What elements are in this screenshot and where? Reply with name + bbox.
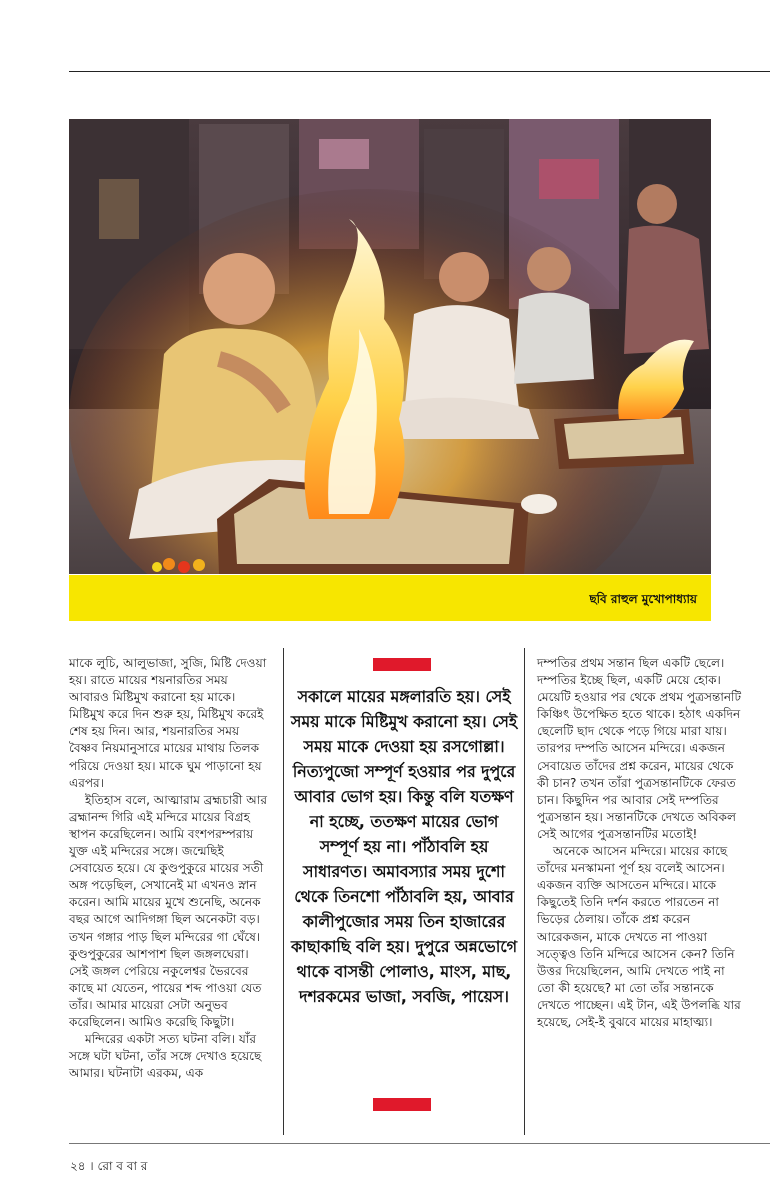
column-divider [283, 648, 284, 1135]
bottom-rule [69, 1143, 770, 1144]
article-column-right [537, 655, 742, 1031]
paragraph: ইতিহাস বলে, আত্মারাম ব্রহ্মচারী আর ব্রহ্মানন্দ গিরি এই মন্দিরে মায়ের বিগ্রহ স্থাপন করেছিলেন। আমি বংশপরম্পরায় যুক্ত এই মন্দিরের সঙ্গে। জন্মেছিই সেবায়েত হয়ে। যে কুণ্ডপুকুরে মায়ের সতী অঙ্গ পড়েছিল, সেখানেই মা এখনও স্নান করেন। আমি মায়ের মুখে শুনেছি, অনেক বছর আগে আদিগঙ্গা ছিল অনেকটা বড়। তখন গঙ্গার পাড় ছিল মন্দিরের গা ঘেঁষে। কুণ্ডপুকুরের আশপাশ ছিল জঙ্গলঘেরা। সেই জঙ্গল পেরিয়ে নকুলেশ্বর ভৈরবের কাছে মা যেতেন, পায়ের শব্দ পাওয়া যেত তাঁর। আমার মায়েরা সেটা অনুভব করেছিলেন। আমিও করেছি কিছুটা। [69, 792, 267, 1029]
photo-illustration [69, 119, 711, 574]
top-rule [69, 71, 770, 72]
photo-caption-bar [69, 575, 711, 621]
pullquote-accent-bottom [373, 1098, 431, 1111]
page-folio: ২৪ । রো ব বা র [70, 1159, 148, 1173]
pullquote-accent-top [373, 658, 431, 671]
paragraph: অনেকে আসেন মন্দিরে। মায়ের কাছে তাঁদের মনস্কামনা পূর্ণ হয় বলেই আসেন। একজন ব্যক্তি আসতেন মন্দিরে। মাকে কিছুতেই তিনি দর্শন করতে পারতেন না ভিড়ের ঠেলায়। তাঁকে প্রশ্ন করেন আরেকজন, মাকে দেখতে না পাওয়া সত্ত্বেও তিনি মন্দিরে আসেন কেন? তিনি উত্তর দিয়েছিলেন, আমি দেখতে পাই না তো কী হয়েছে? মা তো তাঁর সন্তানকে দেখতে পাচ্ছেন। এই টান, এই উপলব্ধি যার হয়েছে, সেই-ই বুঝবে মায়ের মাহাত্ম্য। [537, 844, 741, 1029]
photo-yajna [69, 119, 711, 574]
pullquote: সকালে মায়ের মঙ্গলারতি হয়। সেই সময় মাকে মিষ্টিমুখ করানো হয়। সেই সময় মাকে দেওয়া হয় রসগোল্লা। নিত্যপুজো সম্পূর্ণ হওয়ার পর দুপুরে আবার ভোগ হয়। কিন্তু বলি যতক্ষণ না হচ্ছে, ততক্ষণ মায়ের ভোগ সম্পূর্ণ হয় না। পাঁঠাবলি হয় সাধারণত। অমাবস্যার সময় দুশো থেকে তিনশো পাঁঠাবলি হয়, আবার কালীপুজোর সময় তিন হাজারের কাছাকাছি বলি হয়। দুপুরে অন্নভোগে থাকে বাসন্তী পোলাও, মাংস, মাছ, দশরকমের ভাজা, সবজি, পায়েস। [290, 687, 518, 1006]
column-divider [524, 648, 525, 1135]
paragraph: দম্পতির প্রথম সন্তান ছিল একটি ছেলে। দম্পতির ইচ্ছে ছিল, একটি মেয়ে হোক। মেয়েটি হওয়ার পর থেকে প্রথম পুত্রসন্তানটি কিঞ্চিৎ উপেক্ষিত হতে থাকে। হঠাৎ একদিন ছেলেটি ছাদ থেকে পড়ে গিয়ে মারা যায়। তারপর দম্পতি আসেন মন্দিরে। একজন সেবায়েত তাঁদের প্রশ্ন করেন, মায়ের থেকে কী চান? তখন তাঁরা পুত্রসন্তানটিকে ফেরত চান। কিছুদিন পর আবার সেই দম্পতির পুত্রসন্তান হয়। সন্তানটিকে দেখতে অবিকল সেই আগের পুত্রসন্তানটির মতোই! [537, 656, 742, 841]
paragraph: মাকে লুচি, আলুভাজা, সুজি, মিষ্টি দেওয়া হয়। রাতে মায়ের শয়নারতির সময় আবারও মিষ্টিমুখ করানো হয় মাকে। মিষ্টিমুখ করে দিন শুরু হয়, মিষ্টিমুখ করেই শেষ হয় দিন। আর, শয়নারতির সময় বৈষ্ণব নিয়মানুসারে মায়ের মাথায় তিলক পরিয়ে দেওয়া হয়। মাকে ঘুম পাড়ানো হয় এরপর। [69, 656, 267, 790]
article-column-left [69, 655, 270, 1082]
photo-credit: ছবি রাহুল মুখোপাধ্যায় [589, 592, 697, 606]
paragraph: মন্দিরের একটা সত্য ঘটনা বলি। যাঁর সঙ্গে ঘটা ঘটনা, তাঁর সঙ্গে দেখাও হয়েছে আমার। ঘটনাটা এরকম, এক [69, 1032, 262, 1081]
